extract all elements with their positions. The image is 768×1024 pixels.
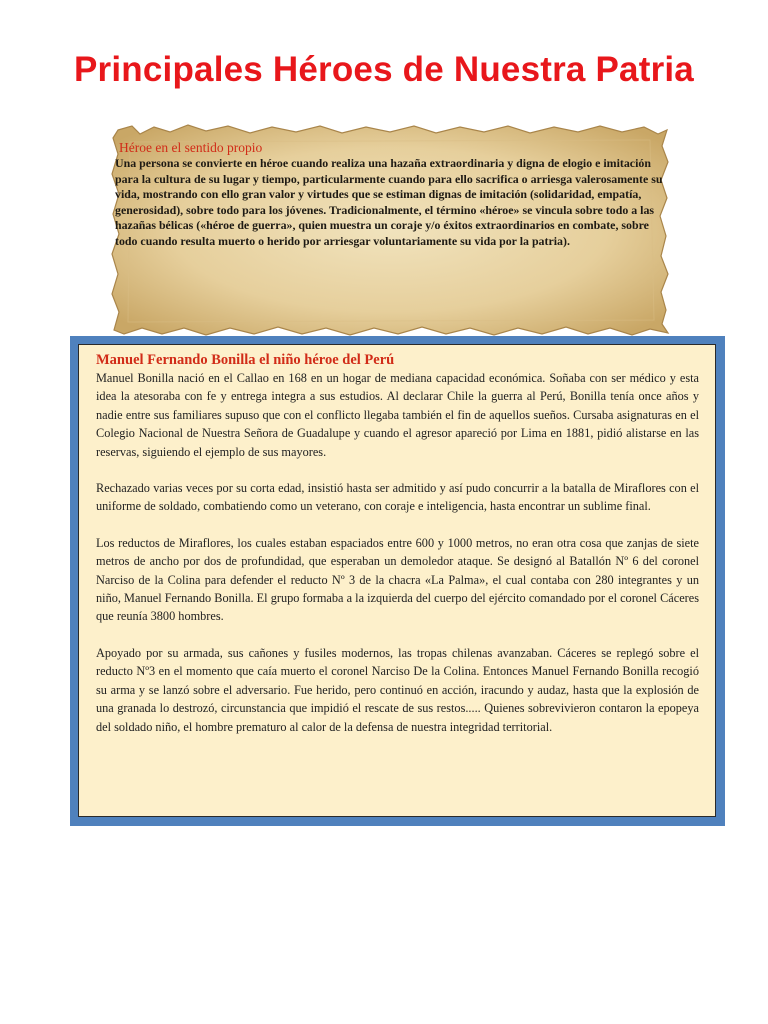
- hero-paragraph-2: Rechazado varias veces por su corta edad, insistió hasta ser admitido y así pudo concurrir a la batalla de Miraflores con el uniforme de soldado, combatiendo como un veterano, con coraje e inteligencia, hasta encontrar un sublime final.: [96, 481, 699, 514]
- hero-paragraph-1: Manuel Bonilla nació en el Callao en 168 en un hogar de mediana capacidad económica. Soñaba con ser médico y esta idea la atesoraba con fe y entrega integra a sus estudios. Al declarar Chile la guerra al Perú, Bonilla tenía once años y nadie entre sus familiares supuso que con el conflicto llegaba también el fin de aquellos sueños. Cursaba asignaturas en el Colegio Nacional de Nuestra Señora de Guadalupe y cuando el agresor apareció por Lima en 1881, pidió alistarse en las reservas, siguiendo el ejemplo de sus mayores.: [96, 371, 699, 459]
- hero-body: [96, 369, 699, 736]
- parchment-scroll: [110, 124, 670, 336]
- hero-heading: Manuel Fernando Bonilla el niño héroe del Perú: [96, 352, 395, 368]
- parchment-heading: Héroe en el sentido propio: [119, 140, 263, 155]
- page-title: Principales Héroes de Nuestra Patria: [74, 50, 694, 89]
- parchment-body: Una persona se convierte en héroe cuando realiza una hazaña extraordinaria y digna de elogio e imitación para la cultura de su lugar y tiempo, particularmente cuando para ello sacrifica o arriesga valerosamente su vida, mostrando con ello gran valor y virtudes que se estiman dignas de imitación (solidaridad, empatía, generosidad), sobre todo para los jóvenes. Tradicionalmente, el término «héroe» se vincula sobre todo a las hazañas bélicas («héroe de guerra», quien muestra un coraje y/o éxitos extraordinarios en combate, sobre todo cuando resulta muerto o herido por arriesgar voluntariamente su vida por la patria).: [115, 156, 663, 248]
- hero-paragraph-4: Apoyado por su armada, sus cañones y fusiles modernos, las tropas chilenas avanzaban. Cáceres se replegó sobre el reducto Nº3 en el momento que caía muerto el coronel Narciso De la Colina. Entonces Manuel Fernando Bonilla recogió su arma y se lanzó sobre el adversario. Fue herido, pero continuó en acción, iracundo y audaz, hasta que la explosión de una granada lo destrozó, circunstancia que impidió el rescate de sus restos..... Quienes sobrevivieron contaron la epopeya del soldado niño, el hombre prematuro al calor de la defensa de nuestra integridad territorial.: [96, 645, 699, 734]
- hero-panel: [78, 344, 716, 817]
- hero-frame: [70, 336, 725, 826]
- hero-paragraph-3: Los reductos de Miraflores, los cuales estaban espaciados entre 600 y 1000 metros, no eran otra cosa que zanjas de siete metros de ancho por dos de profundidad, que esperaban un demoledor ataque. Se designó al Batallón Nº 6 del coronel Narciso de la Colina para defender el reducto Nº 3 de la chacra «La Palma», el cual contaba con 280 integrantes y un niño, Manuel Fernando Bonilla. El grupo formaba a la izquierda del cuerpo del ejército comandado por el coronel Cáceres que reunía 3800 hombres.: [96, 535, 699, 624]
